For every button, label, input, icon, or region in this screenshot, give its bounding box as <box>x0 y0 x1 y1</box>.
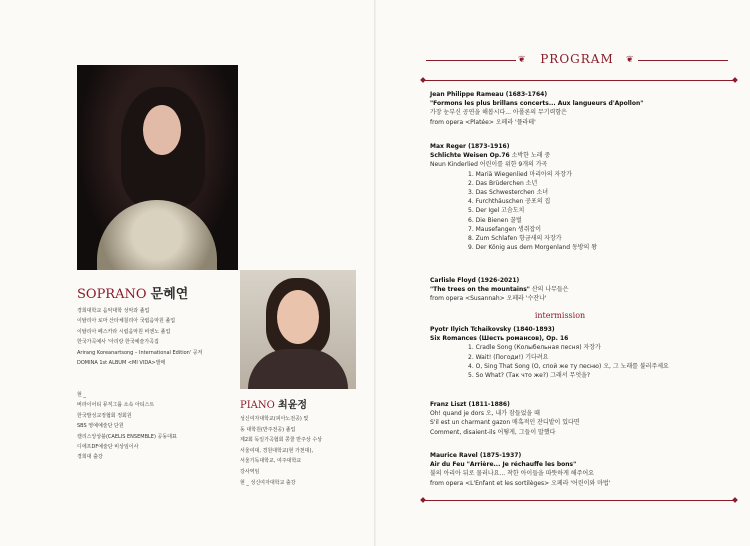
program-line: S'il est un charmant gazon 매혹적인 잔디밭이 있다면 <box>430 419 580 427</box>
song-item: 4. Furchthäuschen 공포의 집 <box>468 198 551 206</box>
song-item: 4. O, Sing That Song (О, спой же ту песню) 오, 그 노래를 불러주세요 <box>468 362 669 370</box>
composer-name: Maurice Ravel (1875-1937) <box>430 452 522 459</box>
work-title: Six Romances (Шесть романсов), Op. 16 <box>430 335 569 343</box>
program-item <box>430 276 740 304</box>
page-fold <box>374 0 376 546</box>
bio-line: 이탈리아 페스카라 시립음악원 비엔노 졸업 <box>77 328 171 335</box>
piano-name: 최윤정 <box>278 400 308 411</box>
work-title-line <box>430 334 740 343</box>
song-list <box>430 343 740 380</box>
song-item: 5. Der Igel 고슴도치 <box>468 207 525 215</box>
divider-diamond-left-bottom-icon <box>420 497 426 503</box>
program-header <box>418 52 736 76</box>
program-line: from opera <L'Enfant et les sortilèges> 오페라 '어린이와 마법' <box>430 479 611 487</box>
soprano-name: 문혜연 <box>150 287 189 302</box>
composer-name: Carlisle Floyd (1926-2021) <box>430 277 520 284</box>
divider-diamond-right-bottom-icon <box>732 497 738 503</box>
work-title-line <box>430 151 740 160</box>
work-title: Schlichte Weisen Op.76 <box>430 152 510 160</box>
work-title: "The trees on the mountains" <box>430 286 530 294</box>
bio-line: 현 _ <box>77 392 86 398</box>
program-item <box>430 451 740 488</box>
work-title-line <box>430 99 740 108</box>
program-item <box>430 325 740 380</box>
bio-line: 서울여대, 경원대학교(현 가천대), <box>240 447 314 454</box>
composer-name: Pyotr Ilyich Tchaikovsky (1840-1893) <box>430 326 555 333</box>
song-item: 2. Wait! (Погоди!) 기다려요 <box>468 353 549 361</box>
piano-heading <box>240 396 307 411</box>
song-item: 6. Die Bienen 꿀벌 <box>468 216 522 224</box>
bio-line: 디에프DF예술단 비상임이사 <box>77 444 139 451</box>
bio-line: 한국가곡예사 '아리랑 한국예술가곡집 <box>77 339 159 346</box>
bio-line: 이탈리아 로마 산타체칠리아 국립음악원 졸업 <box>77 318 176 325</box>
bio-line: 한국발성교정협회 정회원 <box>77 412 132 419</box>
program-line: from opera <Platée> 오페라 '플라테' <box>430 118 536 126</box>
piano-bio <box>240 414 322 488</box>
composer-name: Franz Liszt (1811-1886) <box>430 401 510 408</box>
work-title-line <box>430 460 740 469</box>
song-item: 1. Cradle Song (Колыбельная песня) 자장가 <box>468 344 601 352</box>
work-title: Air du Feu "Arrière... Je réchauffe les bons" <box>430 461 577 469</box>
work-title-korean: 소박한 노래 중 <box>509 152 551 160</box>
bio-line: Arirang Koreanartsong – International Edition' 공저 <box>77 349 203 356</box>
song-item: 1. Mariä Wiegenlied 마리아의 자장가 <box>468 170 572 178</box>
bio-line: 버라이어티 뮤직그룹 소속 아티스트 <box>77 402 155 409</box>
song-item: 9. Der König aus dem Morgenland 동방의 왕 <box>468 244 598 252</box>
divider-diamond-left-icon <box>420 77 426 83</box>
soprano-bio-current <box>77 390 177 463</box>
bio-line: 강사역임 <box>240 468 260 475</box>
bio-line: 성신여자대학교(피아노전공) 및 <box>240 416 309 422</box>
soprano-bio <box>77 306 202 368</box>
program-divider-bottom <box>424 500 736 501</box>
song-item: 5. So What? (Так что же?) 그래서 무엇을? <box>468 372 591 380</box>
divider-diamond-right-icon <box>732 77 738 83</box>
work-title-line <box>430 285 740 294</box>
program-line: from opera <Susannah> 오페라 '수잔나' <box>430 295 547 303</box>
bio-line: 제2회 독일가곡협회 콩쿨 반주상 수상 <box>240 437 322 444</box>
song-item: 2. Das Brüderchen 소년 <box>468 179 538 187</box>
bio-line: 동 대학원(반주전공) 졸업 <box>240 426 296 433</box>
song-item: 7. Mausefangen 생쥐잡이 <box>468 225 542 233</box>
soprano-label: SOPRANO <box>77 287 147 302</box>
program-line: Neun Kinderlied 어린이를 위한 9개의 가곡 <box>430 161 548 169</box>
composer-name: Max Reger (1873-1916) <box>430 143 510 150</box>
piano-photo <box>240 270 356 389</box>
bio-line: 현 _ 성신여자대학교 출강 <box>240 479 296 486</box>
piano-label: PIANO <box>240 400 275 411</box>
bio-line: 경희대학교 음악대학 성악과 졸업 <box>77 308 150 314</box>
work-title: "Formons les plus brillans concerts... Aux langueurs d'Apollon" <box>430 100 644 108</box>
program-divider-top <box>424 80 736 81</box>
ornament-right-icon: ❦ <box>626 55 634 65</box>
bio-line: 경희대 출강 <box>77 454 103 461</box>
program-line: 불의 아리아 뒤로 물러나요... 착한 아이들을 따뜻하게 해주어요 <box>430 470 594 478</box>
intermission-label: intermission <box>534 311 586 320</box>
bio-line: 서울기독대학교, 여주대학교 <box>240 458 302 465</box>
song-item: 3. Das Schwesterchen 소녀 <box>468 189 549 197</box>
work-title-korean: 산의 나무들은 <box>529 286 569 294</box>
bio-line: 캘리스앙상블(CAELIS ENSEMBLE) 공동대표 <box>77 433 177 440</box>
song-list <box>430 170 740 253</box>
soprano-heading <box>77 283 188 302</box>
soprano-photo <box>77 65 238 270</box>
ornament-left-icon: ❦ <box>518 55 526 65</box>
bio-line: SBS 영예예술단 단원 <box>77 423 124 430</box>
bio-line: DOMINA 1st ALBUM <MI VIDA>발매 <box>77 360 166 367</box>
program-item <box>430 142 740 252</box>
program-line: Comment, disaient-ils 어떻게, 그들이 말했다 <box>430 428 556 436</box>
program-item <box>430 90 740 127</box>
program-title: PROGRAM <box>540 52 614 66</box>
program-line: 가장 눈부신 공연을 해봅시다... 아폴론의 무기력함은 <box>430 109 567 117</box>
program-item <box>430 400 740 437</box>
program-line: Oh! quand je dors 오, 내가 잠들었을 때 <box>430 410 540 418</box>
composer-name: Jean Philippe Rameau (1683-1764) <box>430 91 548 98</box>
song-item: 8. Zum Schlafen 항금새의 자장가 <box>468 235 562 243</box>
